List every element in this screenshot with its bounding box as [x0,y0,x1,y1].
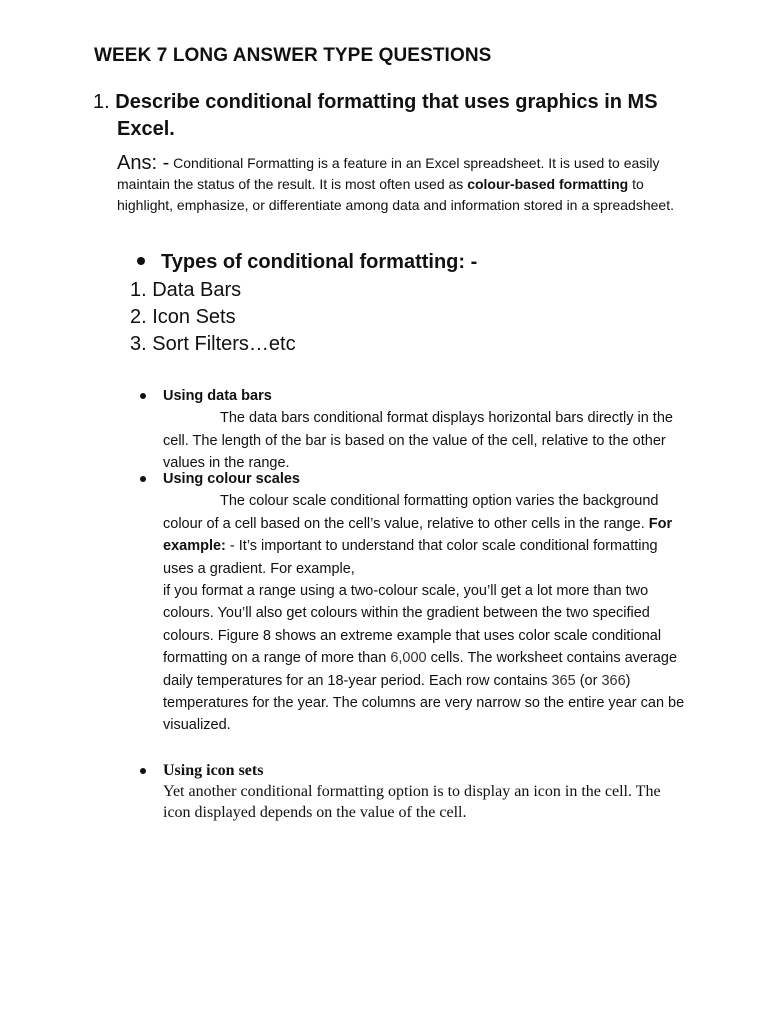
question-line-1 [93,91,658,114]
section-body-text: The colour scale conditional formatting option varies the background colour of a cell based on the cell’s value, relative to other cells in the range. [163,493,659,532]
list-item: 3. Sort Filters…etc [130,333,296,355]
section-title [138,385,688,407]
section-body-text: - It’s important to understand that color scale conditional formatting uses a gradient. For example, [163,538,658,577]
list-item: 2. Icon Sets [130,306,236,328]
question-number: 1. [93,91,110,113]
section-body [138,407,688,474]
types-heading-text: Types of conditional formatting: - [161,251,478,273]
section-title [138,468,688,490]
section-body [138,490,688,736]
section-body-text: (or [575,672,602,689]
bullet-icon [140,768,146,774]
answer-label: Ans: - [117,152,170,174]
section-body-text: ) temperatures for the year. The columns are very narrow so the entire year can be visualized. [163,672,685,734]
question-text-line-1: Describe conditional formatting that uses graphics in MS [115,91,658,113]
answer-bold-term: colour-based formatting [467,176,629,192]
section-title-text: Using data bars [163,388,272,404]
types-heading [137,251,477,274]
section-body-text: The data bars conditional format displays horizontal bars directly in the cell. The length of the bar is based on the value of the cell, relative to the other values in the range. [163,410,673,472]
question-text-line-2: Excel. [117,118,175,140]
section-icon-sets [138,760,688,823]
bullet-icon [137,257,145,265]
bullet-icon [140,476,146,482]
list-item: 1. Data Bars [130,279,242,301]
bullet-icon [140,393,146,399]
answer-text-2: to highlight, emphasize, or differentiate among data and information stored in a spreadsheet. [117,176,674,213]
example-label: For example: [163,515,673,555]
number-value: 366 [601,672,626,689]
section-body-text: if you format a range using a two-colour scale, you’ll get a lot more than two colours. You’ll also get colours within the gradient between the two specified colours. Figure 8 shows an extreme example that uses color scale conditional formatting on a range of more than [163,583,662,667]
section-body: Yet another conditional formatting option is to display an icon in the cell. The icon displayed depends on the value of the cell. [163,783,661,821]
section-title-text: Using colour scales [163,471,300,487]
number-value: 365 [551,672,576,689]
number-value: 6,000 [390,650,427,667]
page-title: WEEK 7 LONG ANSWER TYPE QUESTIONS [94,45,492,66]
section-title [138,760,688,781]
answer-text-1: Conditional Formatting is a feature in an Excel spreadsheet. It is used to easily maintain the status of the result. It is most often used as [117,155,660,192]
answer-paragraph [117,152,677,216]
section-body-text: cells. The worksheet contains average daily temperatures for an 18-year period. Each row contains [163,650,678,689]
section-colour-scales [138,468,688,737]
section-data-bars [138,385,688,475]
section-title-text: Using icon sets [163,762,264,779]
types-list [130,277,296,358]
